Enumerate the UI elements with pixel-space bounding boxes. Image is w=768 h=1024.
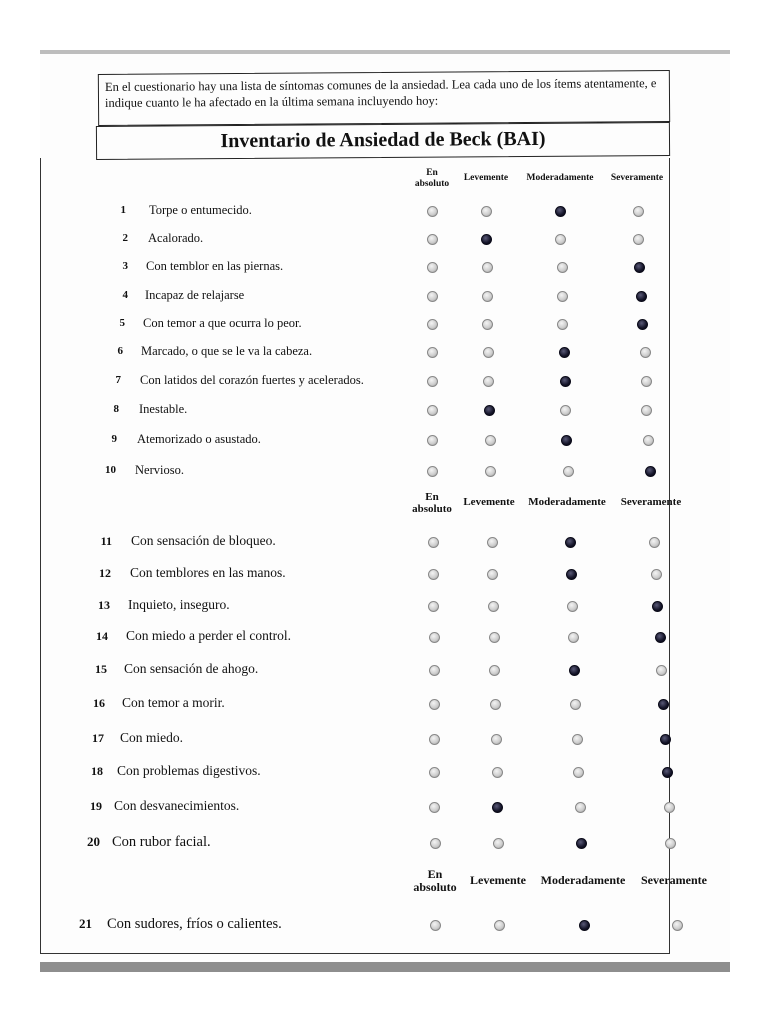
item-number: 12	[99, 565, 111, 580]
header-levemente: Levemente	[463, 173, 509, 184]
option-levemente-radio[interactable]	[483, 376, 494, 387]
option-moderadamente-radio[interactable]	[557, 262, 568, 273]
option-en-absoluto-radio[interactable]	[429, 699, 440, 710]
option-levemente-radio[interactable]	[492, 767, 503, 778]
option-moderadamente-radio[interactable]	[557, 291, 568, 302]
option-en-absoluto-radio[interactable]	[427, 376, 438, 387]
option-levemente-radio[interactable]	[484, 405, 495, 416]
item-label: Incapaz de relajarse	[145, 287, 245, 302]
option-en-absoluto-radio[interactable]	[427, 262, 438, 273]
option-severamente-radio[interactable]	[664, 802, 675, 813]
option-moderadamente-radio[interactable]	[563, 466, 574, 477]
item-label: Nervioso.	[135, 462, 184, 477]
header-levemente: Levemente	[470, 872, 526, 887]
item-number: 15	[95, 661, 107, 676]
option-severamente-radio[interactable]	[652, 601, 663, 612]
option-severamente-radio[interactable]	[645, 466, 656, 477]
item-label: Con miedo a perder el control.	[126, 628, 291, 644]
item-label: Con rubor facial.	[112, 833, 211, 850]
option-levemente-radio[interactable]	[485, 435, 496, 446]
item-label: Con sudores, fríos o calientes.	[107, 915, 282, 932]
option-moderadamente-radio[interactable]	[572, 734, 583, 745]
option-severamente-radio[interactable]	[658, 699, 669, 710]
page-title: Inventario de Ansiedad de Beck (BAI)	[96, 122, 670, 160]
option-severamente-radio[interactable]	[660, 734, 671, 745]
option-en-absoluto-radio[interactable]	[427, 319, 438, 330]
option-levemente-radio[interactable]	[493, 838, 504, 849]
option-moderadamente-radio[interactable]	[561, 435, 572, 446]
option-levemente-radio[interactable]	[494, 920, 505, 931]
option-levemente-radio[interactable]	[490, 699, 501, 710]
header-severamente: Severamente	[610, 173, 664, 184]
option-levemente-radio[interactable]	[481, 234, 492, 245]
option-moderadamente-radio[interactable]	[560, 376, 571, 387]
option-severamente-radio[interactable]	[634, 262, 645, 273]
header-moderadamente: Moderadamente	[528, 496, 606, 508]
item-label: Con temor a que ocurra lo peor.	[143, 315, 302, 330]
item-label: Atemorizado o asustado.	[137, 431, 261, 446]
photo-bottom-edge	[40, 962, 730, 972]
item-label: Torpe o entumecido.	[149, 202, 252, 217]
option-en-absoluto-radio[interactable]	[427, 435, 438, 446]
item-label: Marcado, o que se le va la cabeza.	[141, 343, 313, 358]
option-moderadamente-radio[interactable]	[557, 319, 568, 330]
option-levemente-radio[interactable]	[482, 291, 493, 302]
option-en-absoluto-radio[interactable]	[427, 206, 438, 217]
option-moderadamente-radio[interactable]	[566, 569, 577, 580]
item-label: Con latidos del corazón fuertes y acelerados.	[140, 372, 364, 387]
option-moderadamente-radio[interactable]	[560, 405, 571, 416]
option-en-absoluto-radio[interactable]	[429, 665, 440, 676]
item-label: Con miedo.	[120, 730, 183, 746]
option-severamente-radio[interactable]	[651, 569, 662, 580]
option-moderadamente-radio[interactable]	[579, 920, 590, 931]
option-severamente-radio[interactable]	[633, 234, 644, 245]
option-severamente-radio[interactable]	[636, 291, 647, 302]
option-severamente-radio[interactable]	[637, 319, 648, 330]
option-en-absoluto-radio[interactable]	[429, 802, 440, 813]
option-levemente-radio[interactable]	[489, 632, 500, 643]
option-en-absoluto-radio[interactable]	[427, 405, 438, 416]
option-moderadamente-radio[interactable]	[570, 699, 581, 710]
header-en-absoluto-line2: absoluto	[412, 503, 452, 515]
option-moderadamente-radio[interactable]	[568, 632, 579, 643]
option-moderadamente-radio[interactable]	[569, 665, 580, 676]
item-number: 8	[113, 402, 119, 415]
item-label: Con sensación de ahogo.	[124, 661, 259, 677]
header-severamente: Severamente	[641, 872, 707, 887]
option-moderadamente-radio[interactable]	[567, 601, 578, 612]
option-en-absoluto-radio[interactable]	[430, 920, 441, 931]
item-label: Con sensación de bloqueo.	[131, 533, 276, 549]
option-en-absoluto-radio[interactable]	[427, 466, 438, 477]
item-label: Inestable.	[139, 401, 188, 416]
instructions-box: En el cuestionario hay una lista de síntomas comunes de la ansiedad. Lea cada uno de los ítems atentamente, e indique cuanto le ha afectado en la última semana incluyendo hoy:	[98, 70, 670, 126]
option-en-absoluto-radio[interactable]	[429, 632, 440, 643]
option-levemente-radio[interactable]	[481, 206, 492, 217]
option-severamente-radio[interactable]	[655, 632, 666, 643]
item-number: 16	[93, 695, 105, 710]
option-en-absoluto-radio[interactable]	[428, 601, 439, 612]
option-en-absoluto-radio[interactable]	[428, 537, 439, 548]
item-number: 10	[105, 463, 116, 476]
header-severamente: Severamente	[620, 496, 682, 508]
item-label: Acalorado.	[148, 230, 204, 245]
item-number: 5	[119, 316, 125, 329]
header-en-absoluto-line2: absoluto	[413, 880, 457, 894]
item-label: Con temor a morir.	[122, 695, 225, 711]
item-number: 3	[122, 259, 128, 272]
option-moderadamente-radio[interactable]	[555, 206, 566, 217]
option-en-absoluto-radio[interactable]	[427, 347, 438, 358]
header-moderadamente: Moderadamente	[526, 173, 594, 184]
item-number: 6	[117, 344, 123, 357]
item-number: 14	[96, 628, 108, 643]
item-number: 4	[122, 288, 128, 301]
item-number: 18	[91, 763, 103, 778]
header-en-absoluto-line2: absoluto	[414, 178, 450, 189]
option-severamente-radio[interactable]	[643, 435, 654, 446]
item-label: Con problemas digestivos.	[117, 763, 261, 779]
item-number: 17	[92, 730, 104, 745]
option-levemente-radio[interactable]	[487, 537, 498, 548]
option-moderadamente-radio[interactable]	[559, 347, 570, 358]
option-severamente-radio[interactable]	[641, 376, 652, 387]
option-en-absoluto-radio[interactable]	[429, 734, 440, 745]
item-number: 1	[120, 203, 126, 216]
item-label: Con temblor en las piernas.	[146, 258, 284, 273]
item-number: 19	[90, 798, 102, 813]
item-number: 13	[98, 597, 110, 612]
option-en-absoluto-radio[interactable]	[427, 234, 438, 245]
header-en-absoluto-line1: En	[426, 168, 438, 178]
option-levemente-radio[interactable]	[488, 601, 499, 612]
option-levemente-radio[interactable]	[492, 802, 503, 813]
header-en-absoluto-line1: En	[427, 867, 443, 881]
item-number: 9	[111, 432, 117, 445]
option-levemente-radio[interactable]	[482, 319, 493, 330]
option-moderadamente-radio[interactable]	[575, 802, 586, 813]
option-levemente-radio[interactable]	[485, 466, 496, 477]
item-number: 2	[122, 231, 128, 244]
option-levemente-radio[interactable]	[487, 569, 498, 580]
header-levemente: Levemente	[463, 496, 515, 508]
option-moderadamente-radio[interactable]	[573, 767, 584, 778]
option-severamente-radio[interactable]	[633, 206, 644, 217]
item-number: 7	[115, 373, 121, 386]
item-number: 11	[100, 533, 112, 548]
option-severamente-radio[interactable]	[665, 838, 676, 849]
option-severamente-radio[interactable]	[641, 405, 652, 416]
header-en-absoluto-line1: En	[425, 491, 439, 503]
option-moderadamente-radio[interactable]	[555, 234, 566, 245]
option-severamente-radio[interactable]	[672, 920, 683, 931]
item-label: Con temblores en las manos.	[130, 565, 286, 581]
option-levemente-radio[interactable]	[483, 347, 494, 358]
option-severamente-radio[interactable]	[649, 537, 660, 548]
option-moderadamente-radio[interactable]	[565, 537, 576, 548]
option-levemente-radio[interactable]	[489, 665, 500, 676]
option-severamente-radio[interactable]	[640, 347, 651, 358]
option-en-absoluto-radio[interactable]	[427, 291, 438, 302]
option-en-absoluto-radio[interactable]	[429, 767, 440, 778]
option-levemente-radio[interactable]	[482, 262, 493, 273]
option-levemente-radio[interactable]	[491, 734, 502, 745]
item-number: 20	[87, 834, 100, 850]
option-severamente-radio[interactable]	[662, 767, 673, 778]
item-label: Inquieto, inseguro.	[128, 597, 230, 613]
option-en-absoluto-radio[interactable]	[428, 569, 439, 580]
option-severamente-radio[interactable]	[656, 665, 667, 676]
option-en-absoluto-radio[interactable]	[430, 838, 441, 849]
item-number: 21	[79, 916, 92, 932]
option-moderadamente-radio[interactable]	[576, 838, 587, 849]
header-moderadamente: Moderadamente	[540, 872, 626, 887]
item-label: Con desvanecimientos.	[114, 798, 240, 814]
